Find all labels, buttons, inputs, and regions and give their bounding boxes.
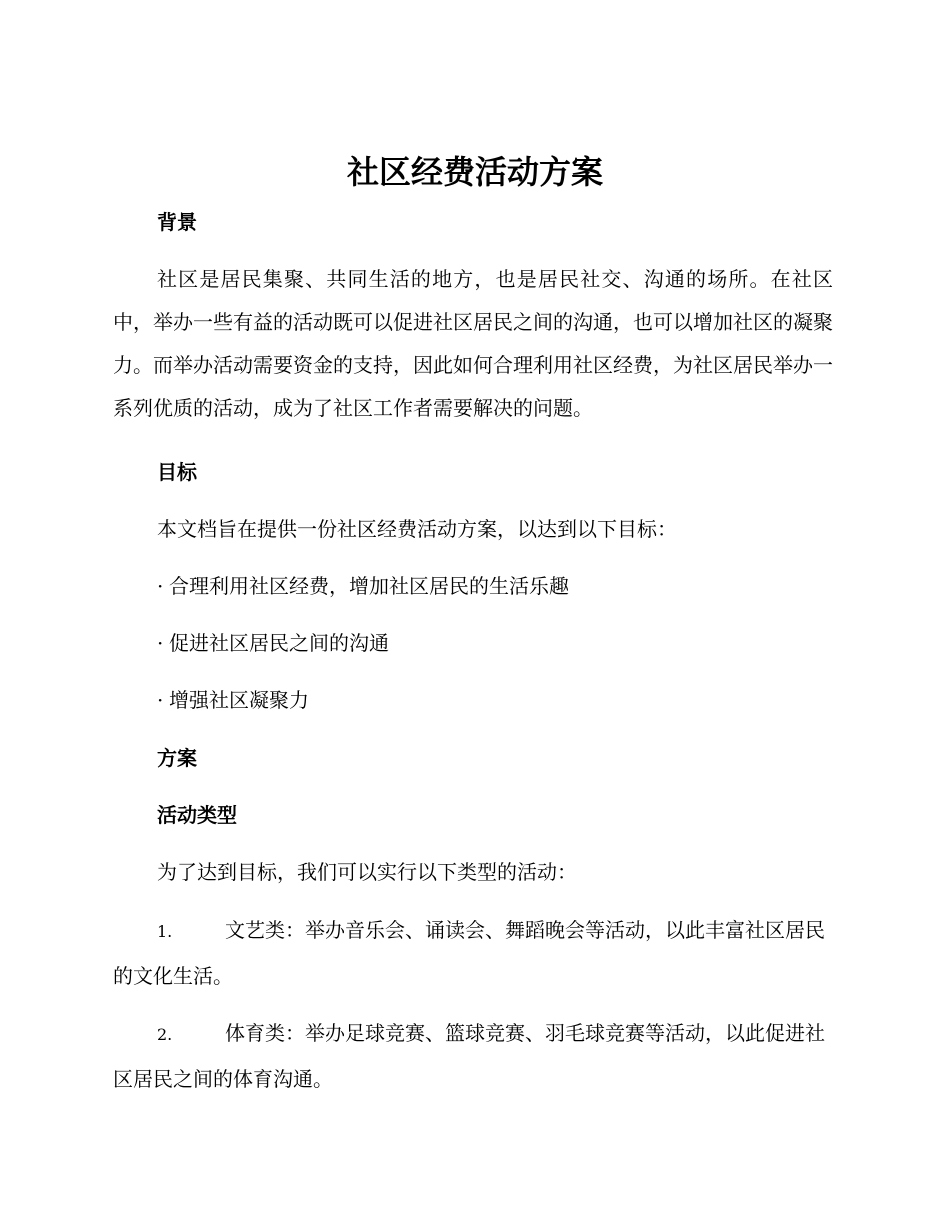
list-number: 2. [157,1025,173,1044]
bullet-icon: · [157,574,164,598]
goal-text: 促进社区居民之间的沟通 [169,631,389,655]
goal-list-item [157,629,389,657]
list-item-text: 文艺类：举办音乐会、诵读会、舞蹈晚会等活动，以此丰富社区居民的文化生活。 [113,918,825,988]
numbered-list-item [113,1011,833,1102]
background-paragraph: 社区是居民集聚、共同生活的地方，也是居民社交、沟通的场所。在社区中，举办一些有益的活动既可以促进社区居民之间的沟通，也可以增加社区的凝聚力。而举办活动需要资金的支持，因此如何合理利用社区经费，为社区居民举办一系列优质的活动，成为了社区工作者需要解决的问题。 [113,267,833,420]
section-heading-plan: 方案 [157,746,197,770]
section-heading-background: 背景 [157,210,197,234]
section-heading-goals: 目标 [157,460,197,484]
goal-list-item [157,686,309,714]
goal-list-item [157,572,569,600]
subsection-heading-activity-types: 活动类型 [157,803,237,827]
plan-intro: 为了达到目标，我们可以实行以下类型的活动： [157,860,577,884]
goal-text: 合理利用社区经费，增加社区居民的生活乐趣 [169,574,569,598]
goals-intro: 本文档旨在提供一份社区经费活动方案，以达到以下目标： [157,517,677,541]
list-item-text: 体育类：举办足球竞赛、篮球竞赛、羽毛球竞赛等活动，以此促进社区居民之间的体育沟通。 [113,1021,825,1091]
bullet-icon: · [157,688,164,712]
list-number: 1. [157,922,173,941]
document-title: 社区经费活动方案 [346,153,603,191]
bullet-icon: · [157,631,164,655]
goal-text: 增强社区凝聚力 [169,688,309,712]
numbered-list-item [113,908,833,999]
